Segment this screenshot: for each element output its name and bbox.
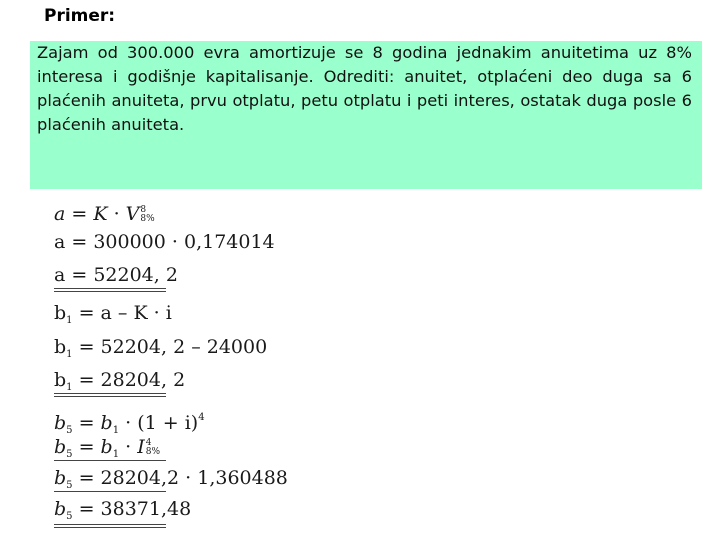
task-box	[30, 41, 702, 189]
formula-fifth-payment-factor: $b_5 = b_1 \cdot I$ 4 8%	[54, 436, 161, 460]
formula-fifth-payment: $b_5 = b_1 \cdot (1 + i)^4$	[54, 412, 205, 436]
annuity-result: a = 52204, 2	[54, 264, 178, 286]
formula-first-payment: $b_1 = a - K \cdot i$	[54, 302, 172, 326]
divider-line	[54, 460, 166, 461]
annuity-substitution: a = 300000 · 0,174014	[54, 231, 275, 253]
formula-annuity: a = K · V 8 8%	[54, 203, 155, 225]
first-payment-result: $b_1 = 28204$, 2	[54, 369, 186, 393]
first-payment-substitution: $b_1 = 52204$, 2 – 24000	[54, 336, 268, 360]
fifth-payment-substitution: $b_5 = 28204,2 \cdot 1,360488$	[54, 467, 288, 491]
task-text: Zajam od 300.000 evra amortizuje se 8 godina jednakim anuitetima uz 8% interesa i godišnje kapitalisanje. Odrediti: anuitet, otplaćeni deo duga sa 6 plaćenih anuiteta, prvu otplatu, petu otplatu i peti interes, ostatak duga posle 6 plaćenih anuiteta.	[37, 43, 692, 134]
fifth-payment-result: $b_5 = 38371,48$	[54, 498, 192, 522]
result-underline	[54, 288, 166, 292]
result-underline	[54, 393, 166, 397]
example-heading: Primer:	[44, 6, 116, 26]
divider-line	[54, 491, 166, 492]
result-underline	[54, 524, 166, 528]
